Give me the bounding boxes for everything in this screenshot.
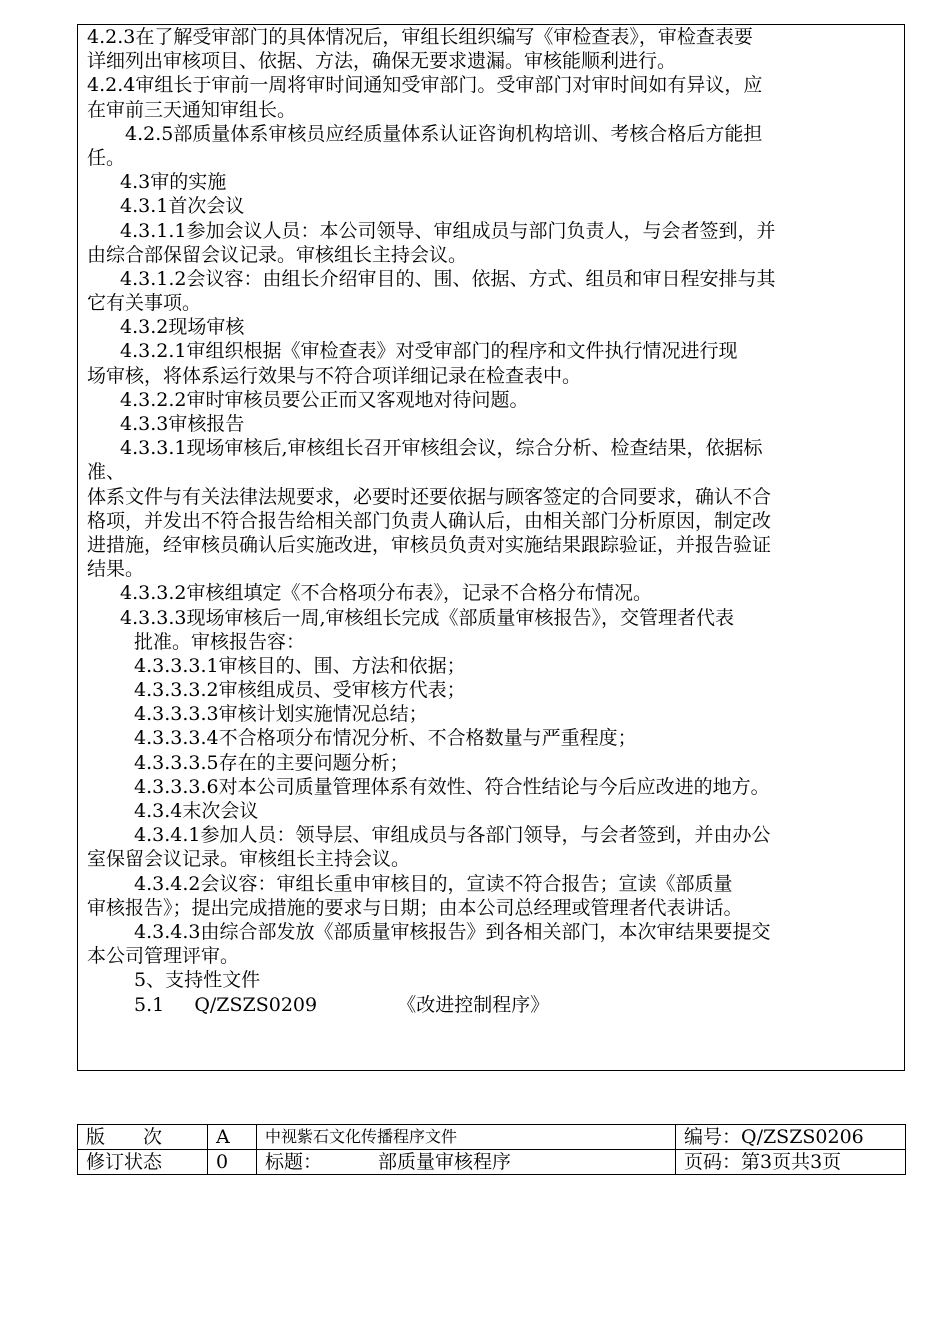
document-footer-table xyxy=(77,1124,906,1175)
footer-row-version xyxy=(78,1125,906,1150)
body-line: 批准。审核报告容： xyxy=(134,630,306,653)
body-line: 4.3.4.1参加人员：领导层、审组成员与各部门领导，与会者签到，并由办公 xyxy=(134,824,771,847)
section-heading: 4.3审的实施 xyxy=(120,171,227,194)
doc-code: 编号：Q/ZSZS0206 xyxy=(676,1125,906,1150)
body-line: 进措施，经审核员确认后实施改进，审核员负责对实施结果跟踪验证，并报告验证 xyxy=(87,533,772,556)
body-line: 4.3.3.1现场审核后,审核组长召开审核组会议，综合分析、检查结果，依据标 xyxy=(120,437,763,460)
support-doc-title: 《改进控制程序》 xyxy=(397,993,550,1016)
body-line: 准、 xyxy=(87,461,126,484)
revision-label: 修订状态 xyxy=(78,1150,208,1175)
content-frame xyxy=(77,24,905,1071)
list-item: 4.3.3.3.1审核目的、围、方法和依据； xyxy=(134,654,466,677)
version-value: A xyxy=(208,1125,257,1150)
section-heading: 4.3.1首次会议 xyxy=(120,195,245,218)
body-line: 在审前三天通知审组长。 xyxy=(87,98,297,121)
body-line: 4.3.4.3由综合部发放《部质量审核报告》到各相关部门，本次审结果要提交 xyxy=(134,920,771,943)
list-item: 4.3.3.3.2审核组成员、受审核方代表； xyxy=(134,679,466,702)
doc-type: 中视紫石文化传播程序文件 xyxy=(257,1125,676,1150)
body-line: 4.3.3.3现场审核后一周,审核组长完成《部质量审核报告》，交管理者代表 xyxy=(120,606,735,629)
body-line: 由综合部保留会议记录。审核组长主持会议。 xyxy=(87,243,468,266)
support-doc-code: Q/ZSZS0209 xyxy=(194,993,318,1016)
body-line: 本公司管理评审。 xyxy=(87,945,240,968)
body-line: 详细列出审核项目、依据、方法，确保无要求遗漏。审核能顺利进行。 xyxy=(87,50,677,73)
list-item: 4.3.3.3.3审核计划实施情况总结； xyxy=(134,703,428,726)
doc-title-cell xyxy=(257,1150,676,1175)
body-line: 4.3.4.2会议容：审组长重申审核目的，宣读不符合报告；宣读《部质量 xyxy=(134,872,733,895)
list-item: 4.3.3.3.6对本公司质量管理体系有效性、符合性结论与今后应改进的地方。 xyxy=(134,775,770,798)
body-line: 它有关事项。 xyxy=(87,292,202,315)
doc-title: 部质量审核程序 xyxy=(378,1151,512,1173)
list-item: 4.3.3.3.5存在的主要问题分析； xyxy=(134,751,409,774)
body-line: 4.3.1.2会议容：由组长介绍审目的、围、依据、方式、组员和审日程安排与其 xyxy=(120,267,776,290)
body-line: 体系文件与有关法律法规要求，必要时还要依据与顾客签定的合同要求，确认不合 xyxy=(87,485,772,508)
list-item: 4.3.3.3.4不合格项分布情况分析、不合格数量与严重程度； xyxy=(134,727,637,750)
body-line: 结果。 xyxy=(87,558,145,581)
support-doc-number: 5.1 xyxy=(134,993,165,1016)
body-line: 室保留会议记录。审核组长主持会议。 xyxy=(87,848,411,871)
body-line: 场审核，将体系运行效果与不符合项详细记录在检查表中。 xyxy=(87,364,582,387)
body-line: 4.2.5部质量体系审核员应经质量体系认证咨询机构培训、考核合格后方能担 xyxy=(125,122,763,145)
section-heading: 4.3.3审核报告 xyxy=(120,413,245,435)
body-line: 任。 xyxy=(87,146,126,169)
body-line: 4.3.3.2审核组填定《不合格项分布表》，记录不合格分布情况。 xyxy=(120,582,652,605)
body-line: 4.3.2.2审时审核员要公正而又客观地对待问题。 xyxy=(120,388,529,411)
revision-value: 0 xyxy=(208,1150,257,1175)
version-label: 版 次 xyxy=(78,1125,208,1150)
section-heading: 5、支持性文件 xyxy=(134,969,261,992)
body-line: 4.2.4审组长于审前一周将审时间通知受审部门。受审部门对审时间如有异议，应 xyxy=(87,74,763,97)
page-number: 页码：第3页共3页 xyxy=(676,1150,906,1175)
body-line: 格项，并发出不符合报告给相关部门负责人确认后，由相关部门分析原因，制定改 xyxy=(87,509,772,532)
section-heading: 4.3.4末次会议 xyxy=(134,800,259,822)
body-line: 4.2.3在了解受审部门的具体情况后，审组长组织编写《审检查表》，审检查表要 xyxy=(87,26,753,48)
support-doc-line xyxy=(87,993,899,1017)
body-line: 审核报告》；提出完成措施的要求与日期；由本公司总经理或管理者代表讲话。 xyxy=(87,896,743,919)
body-line: 4.3.1.1参加会议人员：本公司领导、审组成员与部门负责人，与会者签到，并 xyxy=(120,219,776,242)
footer-row-revision xyxy=(78,1150,906,1175)
title-label: 标题： xyxy=(265,1151,323,1173)
body-line: 4.3.2.1审组织根据《审检查表》对受审部门的程序和文件执行情况进行现 xyxy=(120,340,738,363)
procedure-body xyxy=(87,25,899,1017)
section-heading: 4.3.2现场审核 xyxy=(120,316,245,339)
